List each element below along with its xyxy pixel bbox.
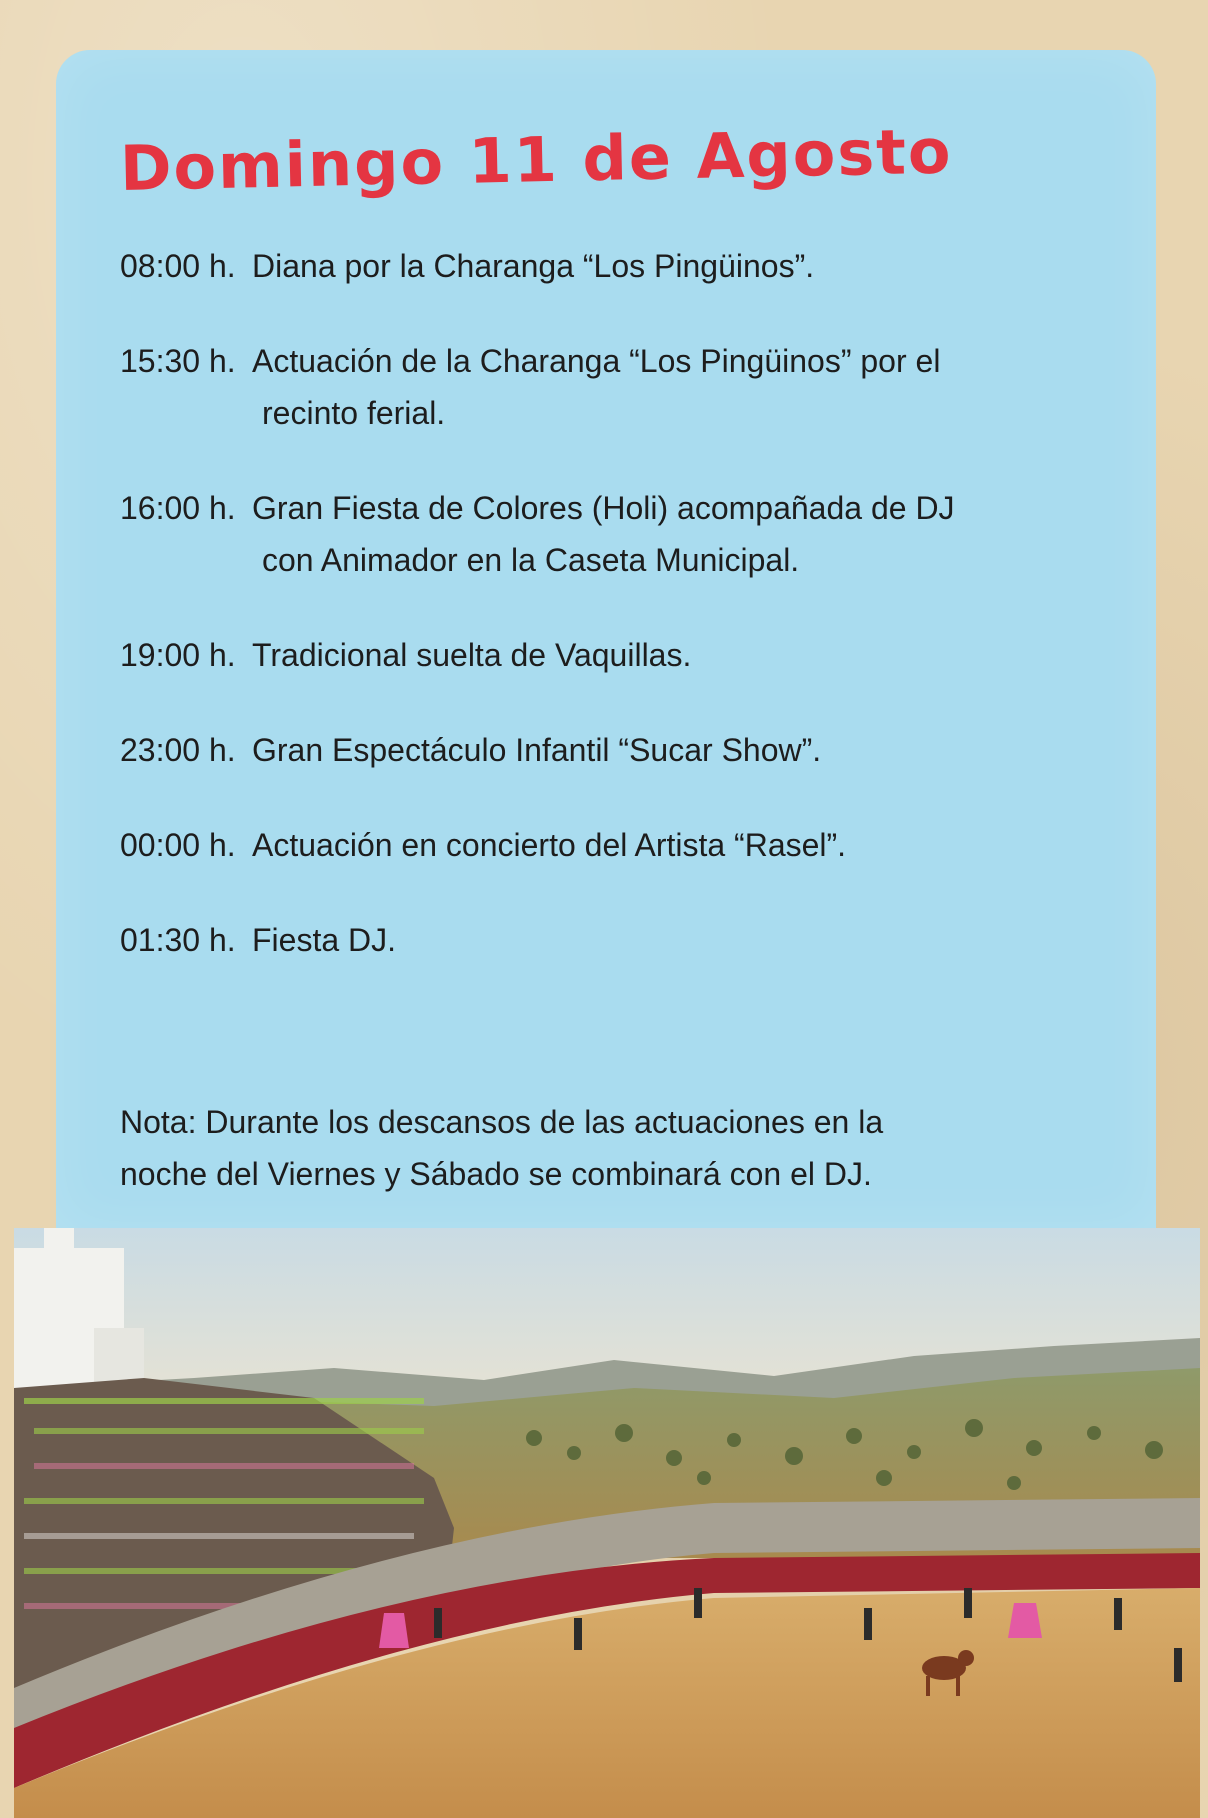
bullring-photo bbox=[14, 1228, 1200, 1818]
entry-time: 19:00 h. bbox=[120, 637, 236, 673]
entry-time: 16:00 h. bbox=[120, 490, 236, 526]
footnote-line: Nota: Durante los descansos de las actuaciones en la bbox=[120, 1104, 884, 1140]
schedule-list bbox=[120, 240, 1100, 1009]
entry-description-line: Gran Fiesta de Colores (Holi) acompañada de DJ bbox=[252, 490, 955, 526]
schedule-entry bbox=[120, 724, 1100, 776]
footnote-line: noche del Viernes y Sábado se combinará con el DJ. bbox=[120, 1156, 872, 1192]
schedule-entry bbox=[120, 629, 1100, 681]
entry-time: 00:00 h. bbox=[120, 827, 236, 863]
schedule-entry bbox=[120, 335, 1100, 439]
schedule-entry bbox=[120, 914, 1100, 966]
entry-time: 01:30 h. bbox=[120, 922, 236, 958]
schedule-entry bbox=[120, 482, 1100, 586]
entry-description-line: Actuación en concierto del Artista “Rasel”. bbox=[252, 827, 847, 863]
schedule-entry bbox=[120, 240, 1100, 292]
entry-description-line: Actuación de la Charanga “Los Pingüinos” por el bbox=[252, 343, 941, 379]
entry-description-line: Diana por la Charanga “Los Pingüinos”. bbox=[252, 248, 815, 284]
entry-description bbox=[252, 482, 1100, 586]
entry-time: 15:30 h. bbox=[120, 343, 236, 379]
entry-description bbox=[252, 240, 1100, 292]
entry-description-line: recinto ferial. bbox=[262, 395, 446, 431]
footnote bbox=[120, 1096, 1080, 1200]
entry-description-line: Gran Espectáculo Infantil “Sucar Show”. bbox=[252, 732, 822, 768]
page-title: Domingo 11 de Agosto bbox=[119, 114, 954, 205]
entry-description bbox=[252, 914, 1100, 966]
entry-description-line: Fiesta DJ. bbox=[252, 922, 397, 958]
entry-description bbox=[252, 819, 1100, 871]
entry-description bbox=[252, 724, 1100, 776]
entry-description bbox=[252, 629, 1100, 681]
entry-description bbox=[252, 335, 1100, 439]
entry-description-line: Tradicional suelta de Vaquillas. bbox=[252, 637, 692, 673]
entry-time: 23:00 h. bbox=[120, 732, 236, 768]
bullring-illustration bbox=[14, 1228, 1200, 1818]
entry-description-line: con Animador en la Caseta Municipal. bbox=[262, 542, 800, 578]
entry-time: 08:00 h. bbox=[120, 248, 236, 284]
schedule-entry bbox=[120, 819, 1100, 871]
